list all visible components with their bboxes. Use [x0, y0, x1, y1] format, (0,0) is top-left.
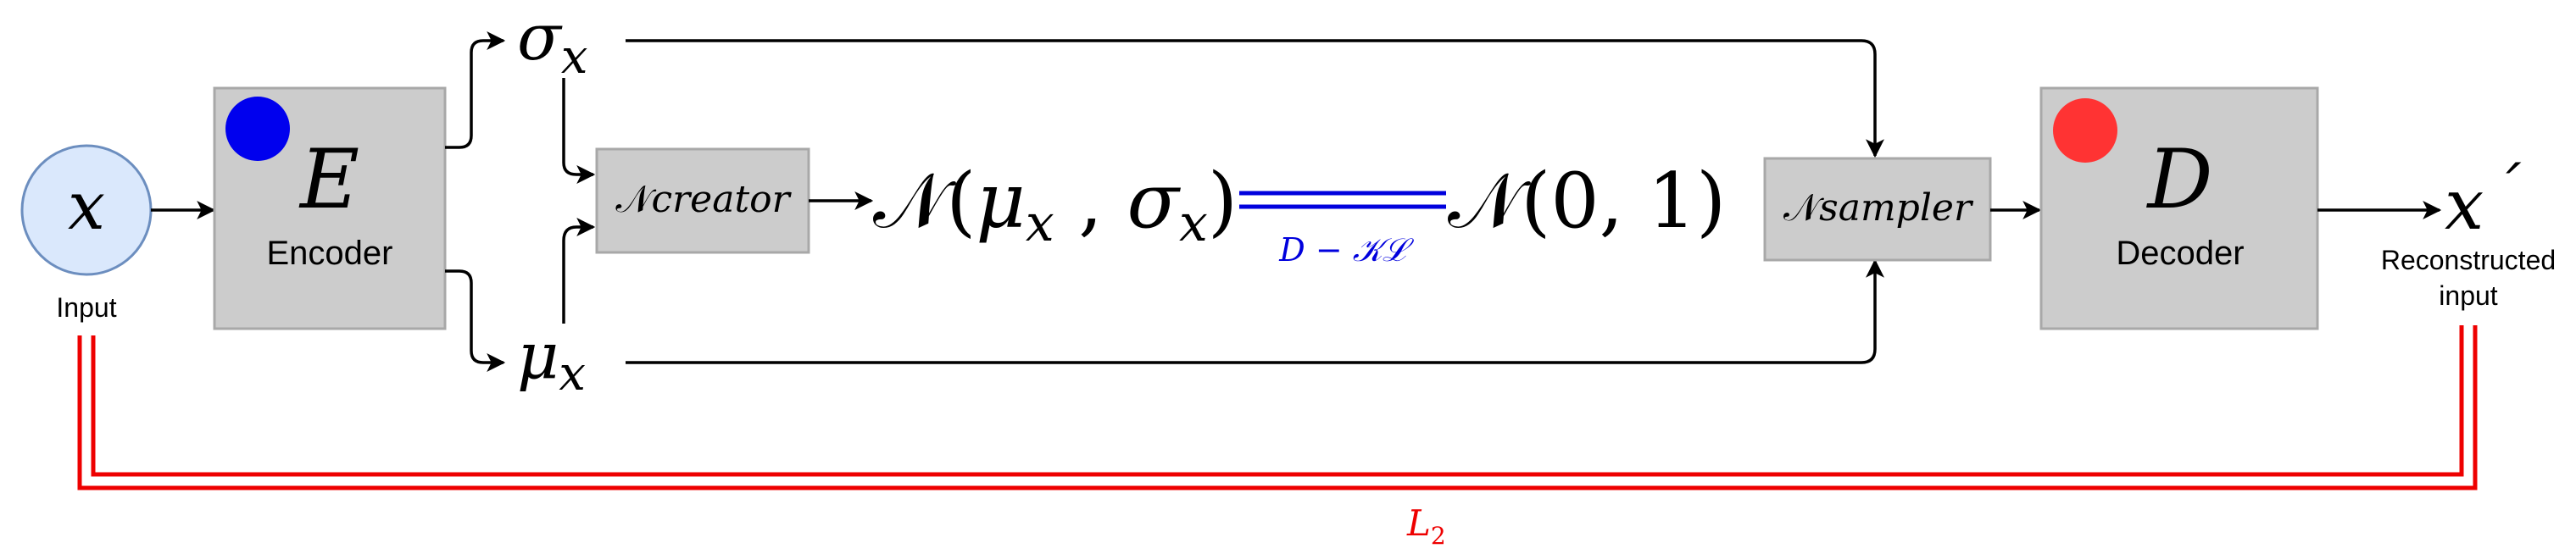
encoder-label: Encoder: [266, 235, 393, 272]
output-symbol: x: [2445, 165, 2484, 246]
l2-sub: 2: [1430, 522, 1446, 550]
arrow-mu-to-sampler: [626, 261, 1875, 363]
dist-comma: ,: [1054, 157, 1127, 246]
decoder-label: Decoder: [2116, 235, 2245, 272]
input-label: Input: [56, 292, 117, 323]
kl-label: D − 𝒦ℒ: [1279, 231, 1406, 269]
output-label-line1: Reconstructed: [2380, 245, 2557, 275]
l2-loss-link: [80, 325, 2475, 550]
prior-args: (0, 1): [1521, 157, 1727, 246]
svg-text:x´: [2445, 155, 2522, 246]
prior-prefix: 𝒩: [1448, 157, 1522, 246]
sigma-base: σ: [517, 0, 561, 75]
encoder-block: [214, 88, 445, 329]
kl-divergence-link: [1239, 193, 1446, 269]
input-node: [22, 146, 151, 323]
sampler-text: sampler: [1819, 186, 1972, 230]
sampler-prefix: 𝒩: [1783, 186, 1820, 230]
l2-line-inner: [93, 325, 2462, 474]
dist-mu-sub: x: [1025, 194, 1054, 253]
arrow-sigma-to-creator: [564, 78, 593, 175]
svg-text:L2: [1406, 502, 1446, 550]
mu-sub: x: [559, 346, 586, 402]
dist-mu: μ: [976, 157, 1026, 246]
sigma-sub: x: [560, 30, 588, 85]
arrow-mu-to-creator: [564, 227, 593, 324]
latent-distribution: [873, 157, 1238, 253]
output-node: [2381, 155, 2556, 311]
dist-close: ): [1207, 157, 1238, 246]
mu-base: μ: [517, 318, 559, 393]
decoder-dot-icon: [2053, 98, 2117, 163]
decoder-symbol: D: [2147, 132, 2213, 227]
dist-sigma: σ: [1127, 157, 1179, 246]
l2-line-outer: [80, 325, 2475, 488]
svg-text:𝒩creator: [615, 178, 792, 221]
encoder-dot-icon: [225, 97, 290, 161]
arrow-sigma-to-sampler: [626, 41, 1875, 156]
svg-text:μx: [517, 318, 586, 402]
output-prime: ´: [2490, 155, 2521, 224]
arrow-encoder-to-sigma: [445, 41, 504, 147]
creator-text: creator: [651, 178, 790, 221]
l2-base: L: [1407, 502, 1431, 544]
prior-distribution: [1448, 157, 1726, 246]
output-label-line2: input: [2439, 280, 2498, 311]
sampler-block: [1765, 158, 1990, 260]
encoder-symbol: E: [299, 132, 360, 227]
svg-text:𝒩(μx , σx): [873, 157, 1238, 253]
svg-text:𝒩sampler: [1783, 186, 1974, 230]
creator-block: [597, 149, 809, 252]
dist-sigma-sub: x: [1178, 194, 1208, 253]
decoder-block: [2041, 88, 2317, 329]
svg-text:σx: [517, 0, 587, 85]
svg-text:𝒩(0, 1): [1448, 157, 1726, 246]
input-symbol: x: [68, 169, 105, 245]
sigma-x-label: [517, 0, 587, 85]
creator-prefix: 𝒩: [615, 178, 652, 221]
mu-x-label: [517, 318, 586, 402]
dist-prefix: 𝒩: [873, 157, 947, 246]
dist-open: (: [946, 157, 976, 246]
arrow-encoder-to-mu: [445, 271, 504, 363]
